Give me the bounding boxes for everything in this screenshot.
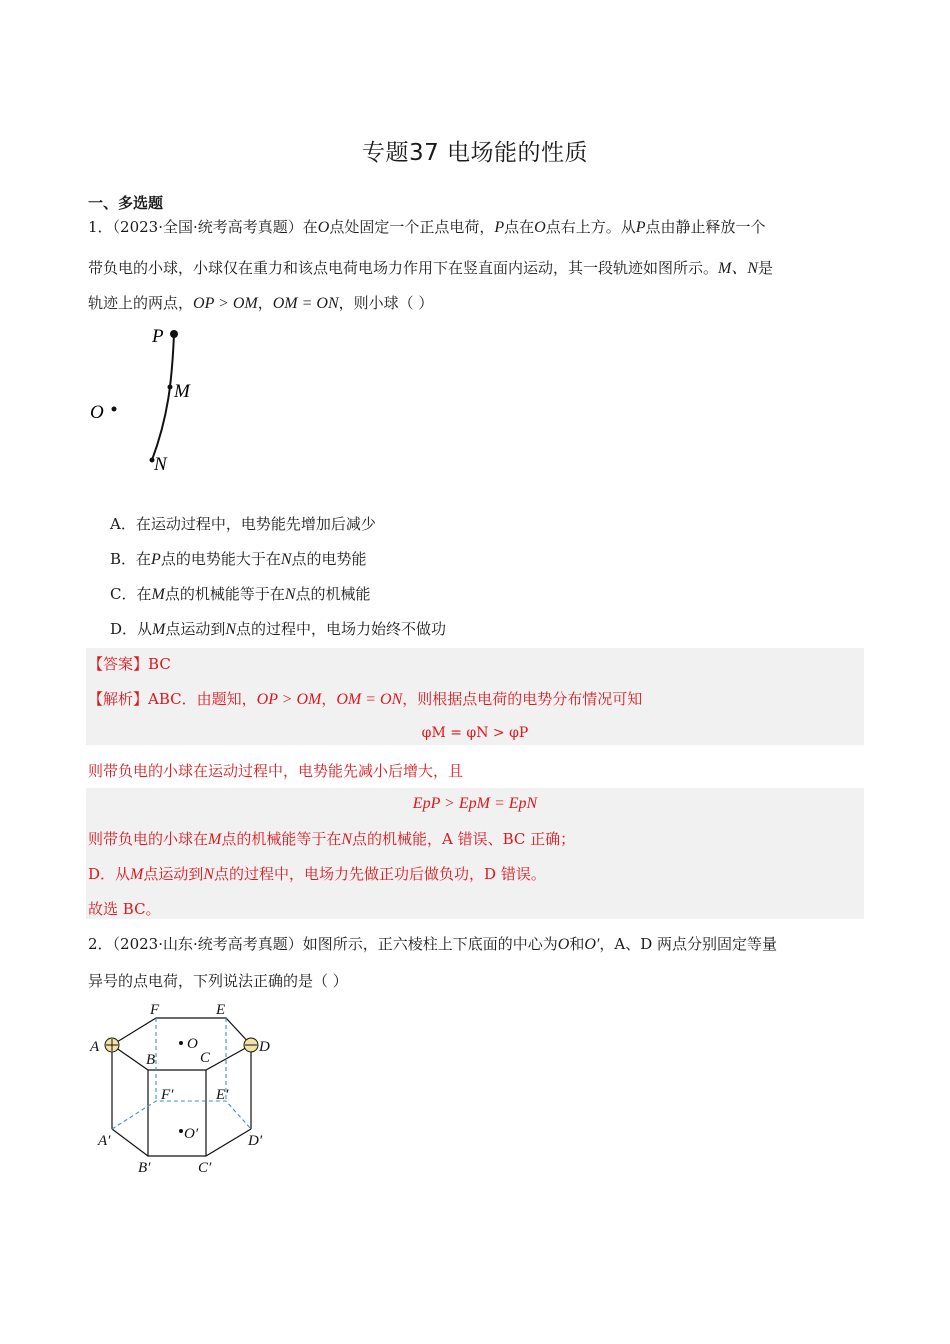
page-title: 专题37 电场能的性质 bbox=[361, 140, 589, 166]
label-d: D bbox=[259, 1039, 270, 1055]
analysis-line-4: D．从M点运动到N点的过程中，电场力先做正功后做负功，D 错误。 bbox=[88, 865, 546, 883]
label-p: P bbox=[152, 326, 164, 347]
option-c: C．在M点的机械能等于在N点的机械能 bbox=[110, 585, 371, 603]
label-o: O bbox=[90, 402, 104, 423]
q2-line-1: 2．（2023·山东·统考高考真题）如图所示，正六棱柱上下底面的中心为O和O′，A、D 两点分别固定等量 bbox=[88, 935, 778, 953]
point-o-dot bbox=[112, 407, 117, 412]
section-heading: 一、多选题 bbox=[88, 194, 164, 212]
analysis-line-5: 故选 BC。 bbox=[88, 900, 161, 918]
center-o-dot bbox=[179, 1041, 183, 1045]
trajectory-curve bbox=[152, 334, 174, 460]
bottom-hexagon-front bbox=[112, 1129, 251, 1156]
label-fprime: F′ bbox=[161, 1087, 174, 1103]
answer-line: 【答案】BC bbox=[88, 655, 171, 673]
q2-line-2: 异号的点电荷，下列说法正确的是（ ） bbox=[88, 972, 348, 990]
label-f: F bbox=[150, 1002, 160, 1018]
label-cprime: C′ bbox=[198, 1160, 212, 1176]
option-b: B．在P点的电势能大于在N点的电势能 bbox=[110, 550, 367, 568]
hidden-bottom-edges bbox=[112, 1101, 251, 1129]
q1-trajectory-figure bbox=[86, 322, 216, 482]
label-bprime: B′ bbox=[138, 1160, 151, 1176]
label-o: O bbox=[187, 1036, 198, 1052]
point-p-dot bbox=[170, 330, 178, 338]
label-m: M bbox=[174, 381, 190, 402]
center-oprime-dot bbox=[179, 1129, 183, 1133]
q1-line-1: 1．（2023·全国·统考高考真题）在O点处固定一个正点电荷，P点在O点右上方。从P点由静止释放一个 bbox=[88, 218, 766, 236]
label-aprime: A′ bbox=[98, 1133, 111, 1149]
equation-potential: φM = φN > φP bbox=[421, 725, 529, 741]
label-b: B bbox=[146, 1052, 156, 1068]
analysis-line: 【解析】ABC．由题知，OP > OM，OM = ON，则根据点电荷的电势分布情况可知 bbox=[88, 690, 643, 708]
analysis-line-3: 则带负电的小球在M点的机械能等于在N点的机械能，A 错误、BC 正确； bbox=[88, 830, 576, 848]
label-dprime: D′ bbox=[248, 1133, 263, 1149]
q1-line-3: 轨迹上的两点，OP > OM，OM = ON，则小球（ ） bbox=[88, 294, 434, 312]
label-c: C bbox=[200, 1050, 211, 1066]
label-e: E bbox=[216, 1002, 226, 1018]
label-oprime: O′ bbox=[184, 1126, 199, 1142]
option-d: D．从M点运动到N点的过程中，电场力始终不做功 bbox=[110, 620, 447, 638]
equation-energy: EpP > EpM = EpN bbox=[412, 795, 538, 812]
point-m-dot bbox=[168, 385, 173, 390]
q1-line-2: 带负电的小球，小球仅在重力和该点电荷电场力作用下在竖直面内运动，其一段轨迹如图所示。M、N是 bbox=[88, 259, 774, 277]
label-n: N bbox=[154, 454, 167, 475]
label-a: A bbox=[90, 1039, 100, 1055]
option-a: A．在运动过程中，电势能先增加后减少 bbox=[110, 515, 376, 533]
label-eprime: E′ bbox=[216, 1087, 229, 1103]
q2-hexagonal-prism-figure bbox=[86, 998, 286, 1178]
analysis-line-2: 则带负电的小球在运动过程中，电势能先减小后增大，且 bbox=[88, 762, 464, 780]
